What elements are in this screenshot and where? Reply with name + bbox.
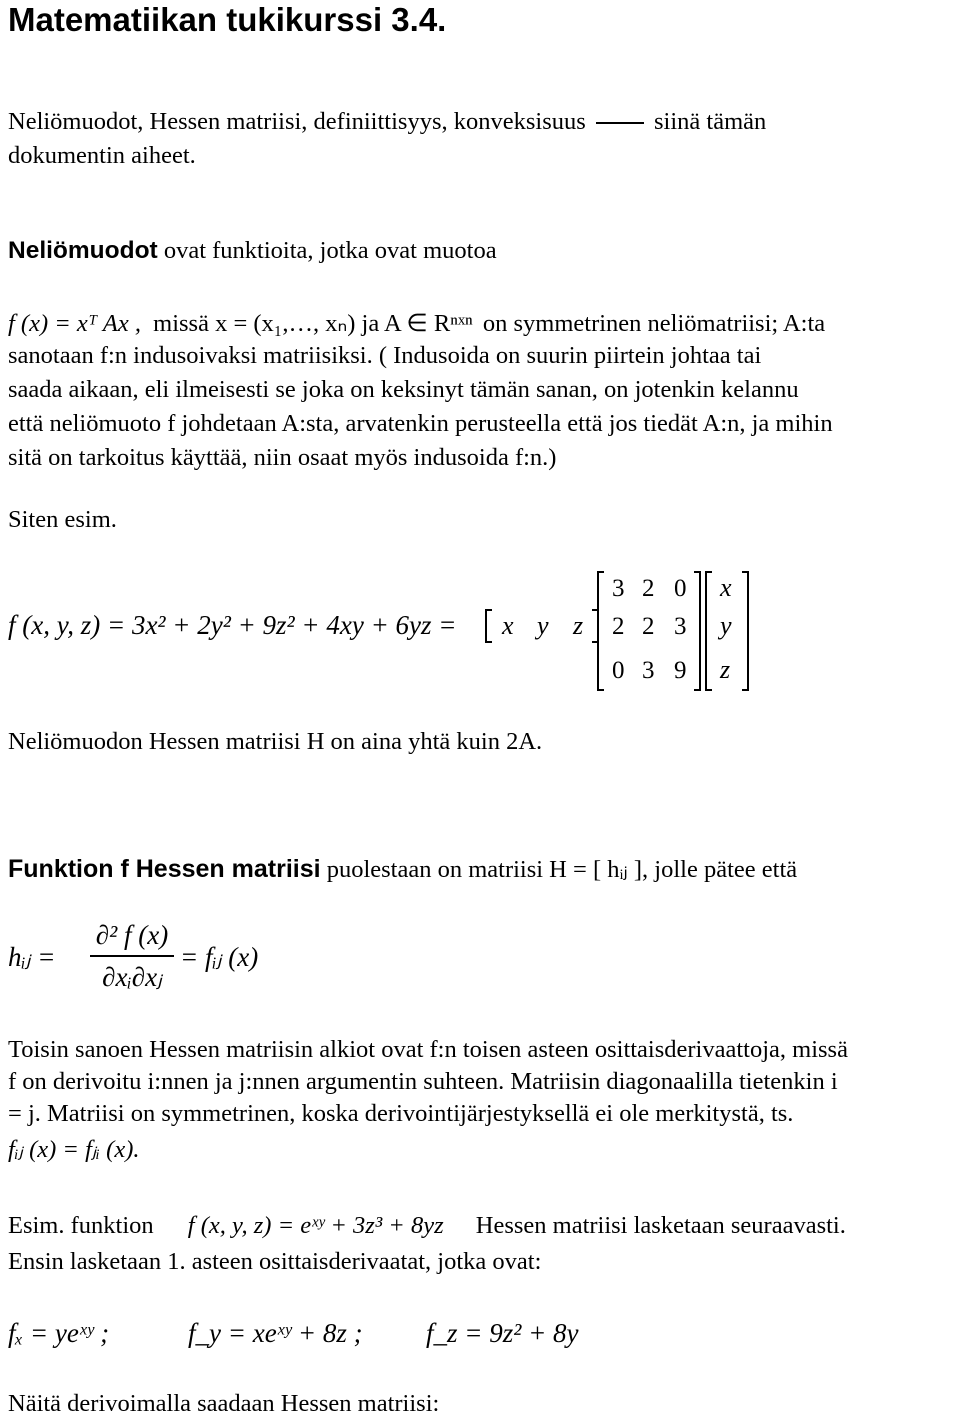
hij-rhs: = fᵢⱼ (x) (180, 942, 259, 972)
partial-fy: f_y = xeˣʸ + 8z ; (188, 1318, 363, 1348)
esim-formula: f (x, y, z) = eˣʸ + 3z³ + 8yz (187, 1212, 444, 1239)
intro-line-1 (8, 108, 766, 136)
neliomuodot-heading: Neliömuodot (8, 237, 158, 264)
toisin-line-2: f on derivoitu i:nnen ja j:nnen argumentin suhteen. Matriisin diagonaalilla tietenkin i (8, 1068, 838, 1095)
ensin-line: Ensin lasketaan 1. asteen osittaisderivaatat, jotka ovat: (8, 1248, 542, 1275)
matrix-cell: 3 (674, 613, 687, 640)
definition-text-b: x = (x₁,…, xₙ) ja A ∈ Rⁿˣⁿ (215, 310, 473, 337)
funktion-heading: Funktion f Hessen matriisi (8, 855, 321, 883)
toisin-line-1: Toisin sanoen Hessen matriisin alkiot ovat f:n toisen asteen osittaisderivaattoja, missä (8, 1036, 848, 1063)
hij-denominator: ∂xᵢ∂xⱼ (102, 962, 162, 992)
text-line-c: että neliömuoto f johdetaan A:sta, arvatenkin perusteella että jos tiedät A:n, ja mihin (8, 410, 833, 437)
text-line-b: saada aikaan, eli ilmeisesti se joka on keksinyt tämän sanan, on jotenkin kelannu (8, 376, 799, 403)
row-vector-z: z (573, 611, 584, 640)
matrix-cell: 3 (612, 575, 625, 602)
col-vector-right-bracket (742, 572, 748, 690)
definition-formula: f (x) = xᵀ Ax , (8, 310, 142, 337)
col-vector-z: z (720, 655, 731, 684)
esim-text-a: Esim. funktion (8, 1212, 154, 1239)
col-vector-x: x (720, 573, 732, 602)
esim-line (8, 1212, 846, 1240)
em-dash (596, 122, 644, 124)
partial-fz: f_z = 9z² + 8y (426, 1318, 579, 1348)
document-title: Matematiikan tukikurssi 3.4. (8, 1, 447, 38)
intro-line-1-tail: siinä tämän (654, 108, 767, 135)
intro-line-2: dokumentin aiheet. (8, 142, 196, 169)
col-vector-left-bracket (706, 572, 712, 690)
naita-line: Näitä derivoimalla saadaan Hessen matriisi: (8, 1390, 440, 1417)
intro-line-1-text: Neliömuodot, Hessen matriisi, definiittisyys, konveksisuus (8, 108, 586, 135)
hij-numerator: ∂² f (x) (95, 920, 169, 950)
fraction-line (90, 955, 174, 957)
neliomuodot-intro: ovat funktioita, jotka ovat muotoa (157, 237, 497, 264)
definition-line (8, 308, 825, 338)
text-line-d: sitä on tarkoitus käyttää, niin osaat myös indusoida f:n.) (8, 444, 557, 471)
definition-text-a: missä (153, 310, 209, 337)
matrix-cell: 0 (612, 657, 625, 684)
matrix-cell: 9 (674, 657, 687, 684)
funktion-paragraph (8, 854, 797, 884)
partial-fx: fₓ = yeˣʸ ; (8, 1318, 110, 1348)
row-vector-left-bracket (486, 610, 492, 642)
matrix-cell: 0 (674, 575, 687, 602)
col-vector-y: y (720, 611, 732, 640)
row-vector-x: x (502, 611, 514, 640)
example-matrix-product (480, 566, 760, 696)
toisin-line-3: = j. Matriisi on symmetrinen, koska derivointijärjestyksellä ei ole merkitystä, ts. (8, 1100, 794, 1127)
matrix-cell: 2 (642, 613, 655, 640)
matrix-left-bracket (598, 572, 604, 690)
neliomuodot-paragraph (8, 237, 497, 265)
funktion-intro: puolestaan on matriisi H = [ hᵢⱼ ], jolle pätee että (320, 856, 798, 883)
example-formula-lhs: f (x, y, z) = 3x² + 2y² + 9z² + 4xy + 6yz = (8, 610, 457, 640)
matrix-cell: 3 (642, 657, 655, 684)
row-vector-y: y (537, 611, 549, 640)
esim-text-b: Hessen matriisi lasketaan seuraavasti. (475, 1212, 846, 1239)
hij-lhs: hᵢⱼ = (8, 942, 56, 972)
toisin-line-4: fᵢⱼ (x) = fⱼᵢ (x). (8, 1136, 140, 1163)
matrix-cell: 2 (642, 575, 655, 602)
text-line-a: sanotaan f:n indusoivaksi matriisiksi. ( Indusoida on suurin piirtein johtaa tai (8, 342, 762, 369)
definition-text-c: on symmetrinen neliömatriisi; A:ta (482, 310, 826, 337)
siten-esim: Siten esim. (8, 506, 117, 533)
matrix-cell: 2 (612, 613, 625, 640)
matrix-right-bracket (694, 572, 700, 690)
hessen-note: Neliömuodon Hessen matriisi H on aina yhtä kuin 2A. (8, 728, 543, 755)
